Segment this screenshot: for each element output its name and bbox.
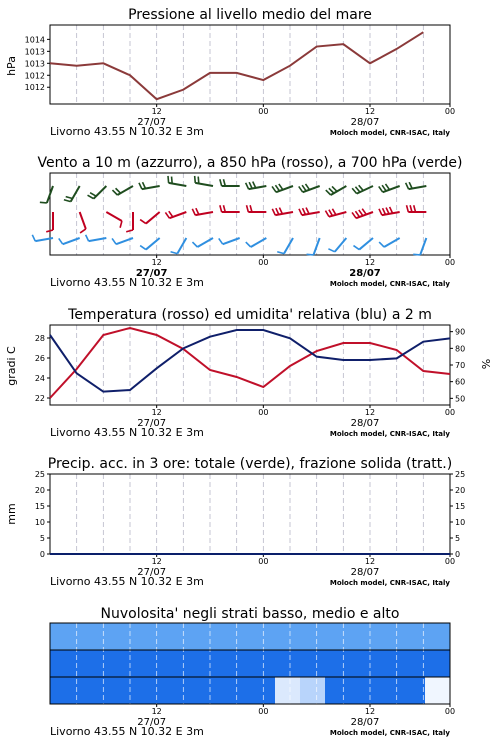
wind-barb-feather [90, 193, 96, 197]
wind-barb-feather [276, 208, 279, 214]
wind-barb-feather [64, 200, 71, 202]
x-tick-label: 00 [444, 107, 456, 116]
cloud-cell [75, 623, 101, 650]
cloud-title: Nuvolosita' negli strati basso, medio e alto [100, 606, 400, 622]
x-tick-label: 12 [151, 707, 162, 716]
cloud-cell [50, 623, 76, 650]
wind-barb-feather [386, 184, 390, 190]
wind-barb-feather [359, 185, 363, 190]
x-date-label: 28/07 [350, 418, 380, 429]
cloud-cell [350, 677, 376, 704]
cloud-cell [350, 650, 376, 677]
x-date-label: 27/07 [135, 268, 168, 279]
y-right-tick-label: 50 [455, 394, 466, 404]
cloud-cell [150, 623, 176, 650]
wind-barb-feather [143, 182, 146, 188]
temperature-title: Temperatura (rosso) ed umidita' relativa (blu) a 2 m [68, 307, 432, 323]
panel-frame [50, 25, 450, 104]
wind-barb-shaft [146, 212, 160, 224]
wind-barb-feather [306, 184, 310, 190]
wind-barb-feather [299, 209, 302, 215]
wind-barb-feather [272, 186, 276, 192]
y-tick-label: 22 [34, 394, 45, 403]
wind-barb-feather [198, 177, 199, 184]
y-right-tick-label: 60 [455, 377, 466, 387]
x-date-label: 27/07 [137, 567, 167, 578]
wind-barb-feather [352, 212, 356, 218]
wind-barb-feather [326, 190, 331, 195]
x-tick-label: 12 [151, 408, 162, 417]
cloud-cell [200, 650, 226, 677]
location-info: Livorno 43.55 N 10.32 E 3m [50, 575, 204, 588]
wind-barb-feather [332, 209, 336, 215]
wind-barb-shaft [71, 186, 80, 202]
cloud-cell [125, 650, 151, 677]
wind-barb-feather [250, 205, 252, 212]
model-credit: Moloch model, CNR-ISAC, Italy [329, 430, 450, 438]
cloud-cell [50, 650, 76, 677]
cloud-cell [175, 677, 201, 704]
cloud-cell [100, 650, 126, 677]
y-tick-label: 5 [39, 534, 45, 543]
cloud-cell [125, 677, 151, 704]
cloud-cell [225, 623, 251, 650]
panel-frame [50, 325, 450, 405]
model-credit: Moloch model, CNR-ISAC, Italy [329, 729, 450, 737]
cloud-cell [350, 623, 376, 650]
wind-barb-feather [88, 195, 94, 199]
wind-barb-feather [126, 230, 133, 232]
x-tick-label: 12 [151, 107, 162, 116]
y-right-tick-label: 70 [455, 361, 466, 370]
y-right-tick-label: 80 [455, 344, 466, 354]
x-tick-label: 00 [258, 107, 269, 116]
y-tick-label: 1014 [24, 35, 45, 45]
wind-barb-feather [86, 235, 89, 241]
cloud-cell [425, 623, 451, 650]
wind-barb-shaft [251, 238, 267, 247]
cloud-cell [75, 650, 101, 677]
wind-barb-feather [407, 205, 409, 212]
cloud-cell [250, 650, 276, 677]
wind-barb-feather [219, 238, 223, 244]
x-tick-label: 00 [444, 557, 456, 566]
wind-barb-feather [116, 188, 121, 193]
wind-barb-feather [192, 209, 195, 215]
wind-barb-feather [279, 184, 283, 190]
wind-barb-feather [299, 186, 303, 192]
wind-barb-shaft [116, 238, 133, 244]
wind-barb-feather [329, 210, 333, 216]
wind-barb-feather [353, 246, 359, 250]
wind-barb-shaft [335, 238, 347, 252]
wind-barb-shaft [359, 238, 373, 250]
x-tick-label: 00 [258, 707, 269, 716]
wind-barb-feather [59, 238, 63, 244]
cloud-cell [175, 650, 201, 677]
wind-barb-feather [168, 176, 169, 183]
wind-barb-feather [195, 176, 196, 183]
x-tick-label: 00 [258, 557, 269, 566]
wind-barb-feather [279, 208, 282, 214]
wind-barb-feather [328, 249, 334, 252]
y-right-tick-label: 10 [455, 518, 466, 527]
model-credit: Moloch model, CNR-ISAC, Italy [329, 280, 450, 288]
wind-barb-feather [249, 182, 252, 188]
cloud-cell [275, 677, 301, 704]
y-tick-label: 24 [34, 374, 45, 383]
model-credit: Moloch model, CNR-ISAC, Italy [329, 579, 450, 587]
wind-barb-shaft [223, 238, 240, 244]
y-tick-label: 25 [34, 470, 45, 479]
wind-barb-shaft [63, 238, 80, 244]
wind-barb-feather [355, 187, 359, 192]
x-tick-label: 00 [258, 408, 269, 417]
wind-barb-feather [379, 242, 384, 247]
precip-title: Precip. acc. in 3 ore: totale (verde), frazione solida (tratt.) [47, 456, 453, 472]
y-right-tick-label: 20 [455, 486, 466, 495]
pressure-ylabel: hPa [5, 56, 18, 76]
x-tick-label: 12 [151, 258, 162, 267]
x-tick-label: 00 [444, 707, 456, 716]
wind-barb-feather [253, 182, 256, 188]
wind-barb-shaft [384, 238, 400, 247]
cloud-cell [325, 677, 351, 704]
cloud-cell [275, 650, 301, 677]
location-info: Livorno 43.55 N 10.32 E 3m [50, 725, 204, 738]
x-tick-label: 12 [364, 408, 376, 417]
x-tick-label: 12 [364, 557, 376, 566]
wind-barb-feather [302, 185, 306, 191]
wind-barb-feather [46, 230, 53, 232]
wind-barb-feather [332, 186, 337, 191]
wind-barb-feather [390, 207, 393, 213]
wind-barb-feather [379, 209, 382, 215]
cloud-cell [325, 650, 351, 677]
x-date-label: 28/07 [350, 117, 380, 128]
cloud-cell [200, 623, 226, 650]
cloud-cell [100, 677, 126, 704]
cloud-cell [325, 623, 351, 650]
wind-barb-feather [406, 183, 409, 189]
wind-barb-shaft [146, 238, 160, 250]
y-tick-label: 28 [34, 334, 45, 343]
wind-barb-feather [359, 210, 363, 216]
x-tick-label: 00 [258, 258, 269, 267]
x-tick-label: 12 [151, 557, 162, 566]
wind-barb-feather [220, 179, 222, 186]
x-date-label: 28/07 [350, 567, 380, 578]
cloud-cell [300, 650, 326, 677]
wind-barb-feather [196, 208, 199, 214]
wind-barb-feather [192, 242, 197, 247]
wind-barb-feather [352, 188, 356, 193]
wind-barb-feather [246, 242, 251, 247]
x-tick-label: 12 [364, 707, 376, 716]
wind-barb-shaft [94, 186, 107, 199]
wind-barb-feather [80, 229, 86, 233]
x-tick-label: 00 [444, 258, 456, 267]
wind-barb-feather [171, 252, 178, 254]
wind-barb-feather [329, 188, 334, 193]
y-right-tick-label: 15 [455, 502, 466, 511]
wind-barb-feather [140, 246, 146, 250]
y-tick-label: 0 [39, 550, 45, 559]
cloud-cell [250, 623, 276, 650]
x-date-label: 27/07 [137, 117, 167, 128]
wind-barb-feather [355, 211, 359, 217]
location-info: Livorno 43.55 N 10.32 E 3m [50, 125, 204, 138]
cloud-cell [50, 677, 76, 704]
y-tick-label: 1012 [24, 71, 45, 81]
x-tick-label: 12 [364, 107, 376, 116]
wind-barb-feather [165, 212, 169, 218]
wind-barb-feather [362, 209, 366, 215]
wind-barb-feather [112, 190, 117, 195]
wind-barb-feather [40, 202, 47, 203]
cloud-cell [250, 677, 276, 704]
wind-barb-shaft [106, 212, 122, 221]
y-tick-label: 1013 [24, 59, 45, 69]
wind-barb-shaft [117, 186, 133, 195]
panel-frame [50, 474, 450, 554]
y-tick-label: 15 [34, 502, 45, 511]
y-right-tick-label: 90 [455, 327, 466, 337]
cloud-cell [150, 677, 176, 704]
wind-barb-feather [275, 185, 279, 191]
wind-barb-feather [383, 208, 386, 214]
temperature-ylabel: gradi C [5, 346, 18, 386]
wind-barb-feather [246, 183, 249, 189]
location-info: Livorno 43.55 N 10.32 E 3m [50, 426, 204, 439]
precip-ylabel: mm [5, 503, 18, 525]
cloud-cell [425, 677, 451, 704]
wind-barb-feather [386, 208, 389, 214]
wind-barb-feather [247, 205, 249, 212]
pressure-title: Pressione al livello medio del mare [128, 7, 372, 23]
x-tick-label: 12 [364, 258, 376, 267]
cloud-cell [150, 650, 176, 677]
wind-barb-feather [66, 197, 73, 199]
wind-barb-shaft [80, 212, 86, 229]
cloud-cell [300, 623, 326, 650]
cloud-cell [175, 623, 201, 650]
wind-barb-feather [410, 205, 412, 212]
wind-barb-feather [307, 254, 314, 255]
x-date-label: 27/07 [137, 717, 167, 728]
cloud-cell [400, 650, 426, 677]
wind-barb-feather [306, 208, 309, 214]
wind-barb-feather [325, 211, 329, 217]
x-date-label: 28/07 [350, 717, 380, 728]
x-date-label: 28/07 [349, 268, 381, 279]
wind-barb-feather [277, 252, 284, 254]
cloud-cell [125, 623, 151, 650]
cloud-cell [300, 677, 326, 704]
y-tick-label: 20 [34, 486, 45, 495]
wind-barb-feather [223, 179, 225, 186]
wind-barb-shaft [357, 186, 373, 194]
wind-barb-feather [409, 182, 412, 188]
cloud-cell [225, 677, 251, 704]
y-right-tick-label: 0 [455, 550, 461, 559]
wind-barb-feather [223, 205, 225, 212]
cloud-cell [425, 650, 451, 677]
cloud-cell [400, 623, 426, 650]
wind-barb-shaft [197, 238, 213, 247]
x-tick-label: 00 [444, 408, 456, 417]
wind-barb-feather [382, 185, 386, 191]
wind-barb-feather [413, 254, 420, 255]
wind-barb-feather [120, 221, 122, 228]
wind-barb-feather [112, 238, 116, 244]
wind-barb-feather [140, 220, 146, 224]
humidity-ylabel: % [480, 358, 493, 370]
y-right-tick-label: 5 [455, 534, 461, 543]
wind-barb-feather [32, 235, 35, 241]
wind-barb-feather [379, 186, 383, 192]
y-tick-label: 1012 [24, 83, 45, 93]
cloud-cell [75, 677, 101, 704]
wind-barb-shaft [284, 238, 293, 254]
cloud-cell [100, 623, 126, 650]
temperature-line [50, 328, 450, 398]
wind-title: Vento a 10 m (azzurro), a 850 hPa (rosso), a 700 hPa (verde) [37, 155, 463, 171]
y-tick-label: 1013 [24, 47, 45, 57]
wind-barb-feather [220, 205, 222, 212]
wind-barb-feather [172, 177, 173, 184]
model-credit: Moloch model, CNR-ISAC, Italy [329, 129, 450, 137]
wind-barb-shaft [177, 238, 186, 254]
cloud-cell [400, 677, 426, 704]
y-tick-label: 26 [34, 354, 45, 363]
wind-barb-feather [169, 211, 173, 217]
location-info: Livorno 43.55 N 10.32 E 3m [50, 276, 204, 289]
cloud-cell [225, 650, 251, 677]
wind-barb-feather [303, 208, 306, 214]
wind-barb-feather [414, 205, 416, 212]
wind-barb-feather [272, 209, 275, 215]
wind-barb-feather [139, 183, 142, 189]
x-date-label: 27/07 [137, 418, 167, 429]
cloud-cell [275, 623, 301, 650]
cloud-cell [200, 677, 226, 704]
y-right-tick-label: 25 [455, 470, 466, 479]
y-tick-label: 10 [34, 518, 45, 527]
